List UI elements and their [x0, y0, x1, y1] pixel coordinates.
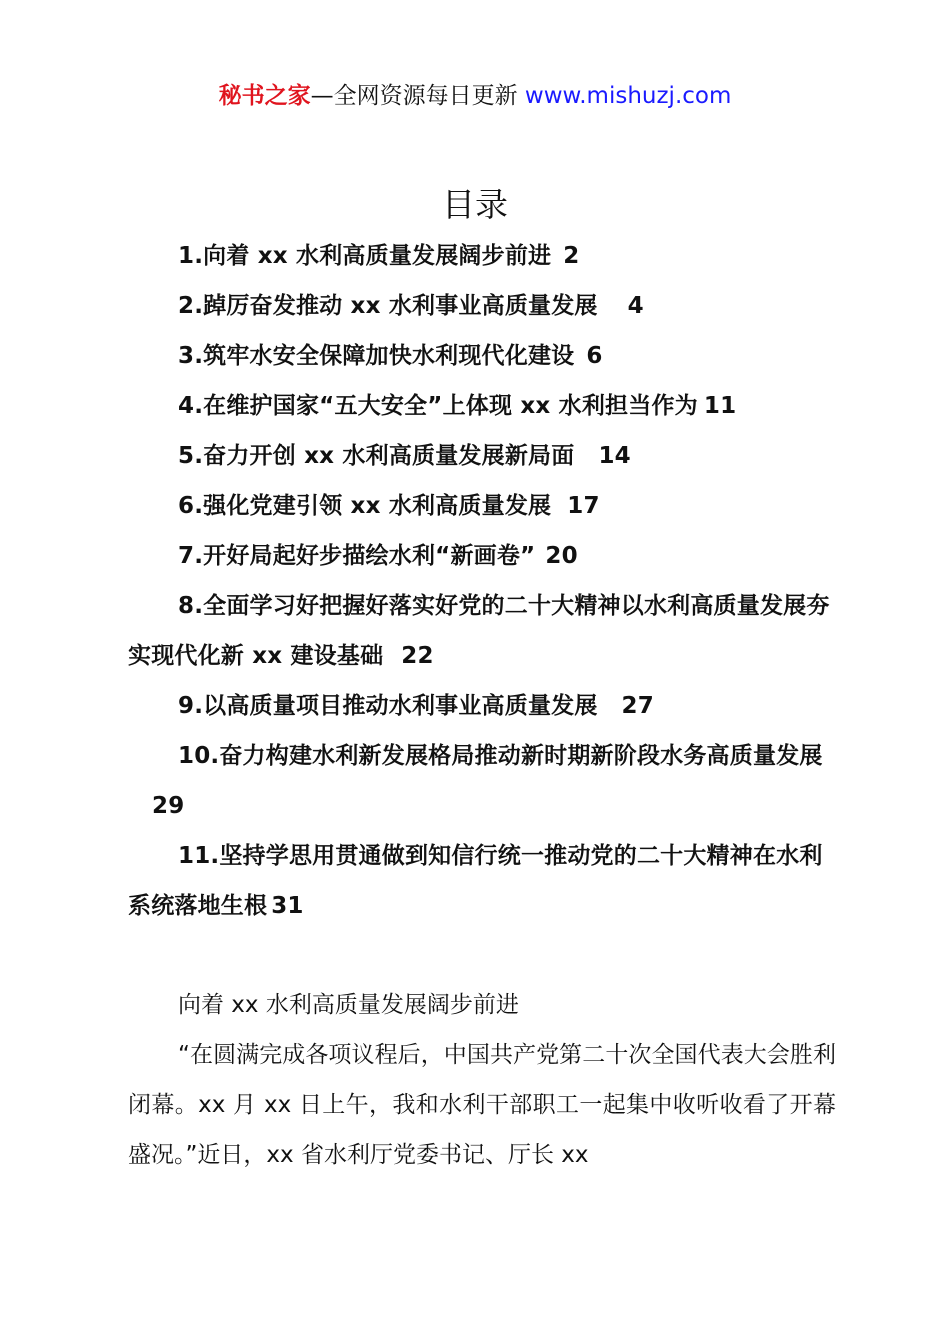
- toc-item[interactable]: [128, 431, 834, 481]
- toc-item-page: 31: [271, 893, 304, 919]
- toc-item-page: 4: [627, 293, 644, 319]
- toc-item-title: 3.筑牢水安全保障加快水利现代化建设: [178, 343, 575, 369]
- toc-item[interactable]: [128, 231, 834, 281]
- toc-item-title: 11.坚持学思用贯通做到知信行统一推动党的二十大精神在水利系统落地生根: [128, 843, 823, 919]
- site-slogan: —全网资源每日更新: [310, 83, 518, 109]
- toc-item-title: 8.全面学习好把握好落实好党的二十大精神以水利高质量发展夯实现代化新 xx 建设基础: [128, 593, 830, 669]
- toc-item[interactable]: [128, 681, 834, 731]
- toc-item[interactable]: [128, 381, 834, 431]
- toc-item-title: 4.在维护国家“五大安全”上体现 xx 水利担当作为: [178, 393, 698, 419]
- article-body: [128, 980, 836, 1180]
- toc-item-page: 2: [563, 243, 580, 269]
- toc-item-title: 10.奋力构建水利新发展格局推动新时期新阶段水务高质量发展: [178, 743, 823, 769]
- toc-item-page: 11: [703, 393, 737, 419]
- toc-item[interactable]: [128, 731, 834, 831]
- toc-item-page: 27: [621, 693, 654, 719]
- toc-item[interactable]: [128, 331, 834, 381]
- site-url-link[interactable]: www.mishuzj.com: [524, 83, 732, 109]
- toc-item-page: 20: [545, 543, 578, 569]
- article-paragraph: “在圆满完成各项议程后，中国共产党第二十次全国代表大会胜利闭幕。xx 月 xx 日上午，我和水利干部职工一起集中收听收看了开幕盛况。”近日，xx 省水利厅党委书记、厅长 xx: [128, 1042, 836, 1168]
- toc-item-page: 6: [586, 343, 603, 369]
- toc-title: 目录: [442, 185, 508, 224]
- toc-item-page: 29: [152, 793, 185, 819]
- toc-item-title: 2.踔厉奋发推动 xx 水利事业高质量发展: [178, 293, 598, 319]
- toc-item-title: 7.开好局起好步描绘水利“新画卷”: [178, 543, 536, 569]
- toc-item-page: 14: [598, 443, 631, 469]
- site-brand: 秘书之家: [218, 83, 311, 109]
- toc-item-page: 17: [567, 493, 600, 519]
- table-of-contents: [128, 231, 834, 931]
- toc-item[interactable]: [128, 481, 834, 531]
- toc-item-title: 6.强化党建引领 xx 水利高质量发展: [178, 493, 552, 519]
- article-heading: 向着 xx 水利高质量发展阔步前进: [178, 992, 519, 1018]
- toc-item-title: 9.以高质量项目推动水利事业高质量发展: [178, 693, 598, 719]
- site-header: [0, 80, 950, 112]
- toc-item[interactable]: [128, 831, 834, 931]
- toc-item-page: 22: [401, 643, 434, 669]
- toc-item[interactable]: [128, 531, 834, 581]
- toc-item[interactable]: [128, 581, 834, 681]
- toc-item-title: 1.向着 xx 水利高质量发展阔步前进: [178, 243, 552, 269]
- toc-item[interactable]: [128, 281, 834, 331]
- toc-item-title: 5.奋力开创 xx 水利高质量发展新局面: [178, 443, 575, 469]
